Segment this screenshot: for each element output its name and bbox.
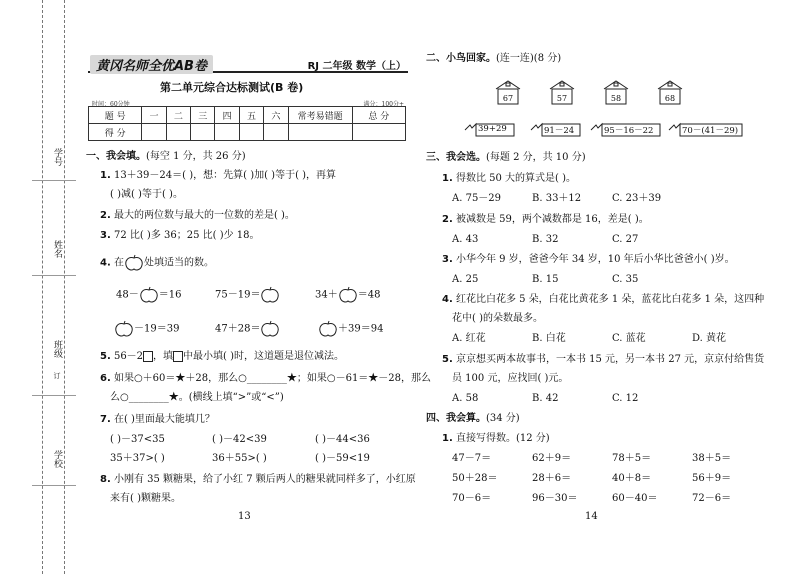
option-b[interactable]: B. 32: [532, 234, 559, 245]
question-4: 4. 在 处填适当的数。: [100, 254, 214, 272]
grade-label: RJ 二年级 数学（上）: [307, 61, 406, 72]
calc-item[interactable]: 38＋5＝: [692, 453, 732, 464]
house[interactable]: 57: [548, 79, 576, 105]
header-banner: [88, 55, 408, 73]
option-a[interactable]: A. 25: [452, 274, 479, 285]
calc-item[interactable]: 78＋5＝: [612, 453, 652, 464]
page-number: 14: [585, 511, 598, 522]
student-number-label: 学号: [52, 148, 62, 166]
apple-icon: [260, 320, 280, 338]
q7-item-2: ( )－42<39: [212, 434, 267, 445]
question-5: 5. 56－2 ，填 中最小填( )时，这道题是退位减法。: [100, 351, 345, 362]
question-7: 7. 在( )里面最大能填几？: [100, 414, 215, 425]
apple-icon: [114, 320, 134, 338]
cut-line: [42, 0, 43, 574]
right-page: [420, 0, 790, 574]
q4-item-1: 48－ ＝16: [116, 286, 181, 304]
calc-item[interactable]: 28＋6＝: [532, 473, 572, 484]
choice-3: 3. 小华今年 9 岁，爸爸今年 34 岁，10 年后小华比爸爸小( )岁。: [442, 254, 735, 265]
q4-item-2: 75－19＝: [215, 286, 280, 304]
q7-item-5: 36＋55>( ): [212, 453, 267, 464]
question-6-cont: 么○________★。(横线上填“>”或“<”): [110, 392, 284, 403]
q7-item-4: 35＋37>( ): [110, 453, 165, 464]
test-title: 第二单元综合达标测试(B 卷): [160, 81, 304, 94]
section-1-heading: 一、我会填。(每空 1 分，共 26 分): [86, 151, 246, 162]
question-2: 2. 最大的两位数与最大的一位数的差是( )。: [100, 210, 295, 221]
bird[interactable]: 95－16－22: [590, 122, 662, 138]
question-8: 8. 小刚有 35 颗糖果，给了小红 7 颗后两人的糖果就同样多了，小红原: [100, 474, 416, 485]
section-4-q1: 1. 直接写得数。(12 分): [442, 433, 550, 444]
question-3: 3. 72 比( )多 36；25 比( )少 18。: [100, 230, 260, 241]
choice-2: 2. 被减数是 59，两个减数都是 16，差是( )。: [442, 214, 649, 225]
option-c[interactable]: C. 35: [612, 274, 639, 285]
choice-4-cont: 花中( )的朵数最多。: [452, 313, 543, 324]
option-b[interactable]: B. 白花: [532, 333, 566, 344]
calc-item[interactable]: 96－30＝: [532, 493, 578, 504]
calc-item[interactable]: 47－7＝: [452, 453, 492, 464]
binding-mark: 订: [53, 372, 61, 379]
q7-item-1: ( )－37<35: [110, 434, 165, 445]
house[interactable]: 68: [656, 79, 684, 105]
question-6: 6. 如果○＋60＝★＋28，那么○________★；如果○－61＝★－28，那么: [100, 373, 432, 384]
score-table: 题 号 一 二 三 四 五 六 常考易错题 总 分 得 分: [88, 106, 406, 141]
q4-item-4: －19＝39: [114, 320, 179, 338]
option-d[interactable]: D. 黄花: [692, 333, 727, 344]
q7-item-3: ( )－44<36: [315, 434, 370, 445]
blank-box[interactable]: [143, 351, 153, 362]
option-b[interactable]: B. 15: [532, 274, 559, 285]
name-label: 姓名: [52, 240, 62, 258]
binding-margin: [28, 0, 78, 574]
apple-icon: [139, 286, 159, 304]
q4-item-6: ＋39＝94: [318, 320, 383, 338]
bird[interactable]: 91－24: [530, 122, 582, 138]
option-b[interactable]: B. 42: [532, 393, 559, 404]
brand-logo: 黄冈名师全优AB卷: [90, 55, 213, 74]
section-3-heading: 三、我会选。(每题 2 分，共 10 分): [426, 152, 586, 163]
calc-item[interactable]: 56＋9＝: [692, 473, 732, 484]
apple-icon: [318, 320, 338, 338]
bird[interactable]: 39+29: [464, 122, 516, 138]
choice-1: 1. 得数比 50 大的算式是( )。: [442, 173, 577, 184]
calc-item[interactable]: 70－6＝: [452, 493, 492, 504]
option-b[interactable]: B. 33＋12: [532, 193, 582, 204]
apple-icon: [338, 286, 358, 304]
calc-item[interactable]: 50＋28＝: [452, 473, 498, 484]
calc-item[interactable]: 40＋8＝: [612, 473, 652, 484]
option-c[interactable]: C. 23＋39: [612, 193, 662, 204]
q7-item-6: ( )－59<19: [315, 453, 370, 464]
question-8-cont: 来有( )颗糖果。: [110, 493, 181, 504]
option-c[interactable]: C. 蓝花: [612, 333, 646, 344]
question-1-cont: ( )减( )等于( )。: [110, 189, 183, 200]
blank-box[interactable]: [173, 351, 183, 362]
choice-5: 5. 京京想买两本故事书，一本书 15 元，另一本书 27 元，京京付给售货: [442, 354, 765, 365]
calc-item[interactable]: 60－40＝: [612, 493, 658, 504]
q4-item-5: 47＋28＝: [215, 320, 280, 338]
page-number: 13: [238, 511, 251, 522]
option-c[interactable]: C. 12: [612, 393, 639, 404]
school-label: 学校: [52, 450, 62, 468]
option-a[interactable]: A. 58: [452, 393, 479, 404]
full-score: 满分：100分+: [363, 101, 404, 108]
left-page: [80, 0, 432, 574]
apple-icon: [260, 286, 280, 304]
fold-line: [64, 0, 65, 574]
section-4-heading: 四、我会算。(34 分): [426, 413, 520, 424]
option-a[interactable]: A. 75－29: [452, 193, 502, 204]
calc-item[interactable]: 72－6＝: [692, 493, 732, 504]
option-a[interactable]: A. 43: [452, 234, 479, 245]
choice-5-cont: 员 100 元，应找回( )元。: [452, 373, 569, 384]
option-a[interactable]: A. 红花: [452, 333, 486, 344]
bird[interactable]: 70－(41－29): [668, 122, 744, 138]
class-label: 班级: [52, 340, 62, 358]
calc-item[interactable]: 62＋9＝: [532, 453, 572, 464]
question-1: 1. 13＋39－24＝( )，想：先算( )加( )等于( )，再算: [100, 170, 337, 181]
time-limit: 时间：60分钟: [92, 101, 130, 108]
section-2-heading: 二、小鸟回家。(连一连)(8 分): [426, 53, 562, 64]
choice-4: 4. 红花比白花多 5 朵，白花比黄花多 1 朵，蓝花比白花多 1 朵，这四种: [442, 294, 765, 305]
apple-icon: [124, 254, 144, 272]
option-c[interactable]: C. 27: [612, 234, 639, 245]
house[interactable]: 58: [602, 79, 630, 105]
house[interactable]: 67: [494, 79, 522, 105]
q4-item-3: 34＋ ＝48: [315, 286, 380, 304]
